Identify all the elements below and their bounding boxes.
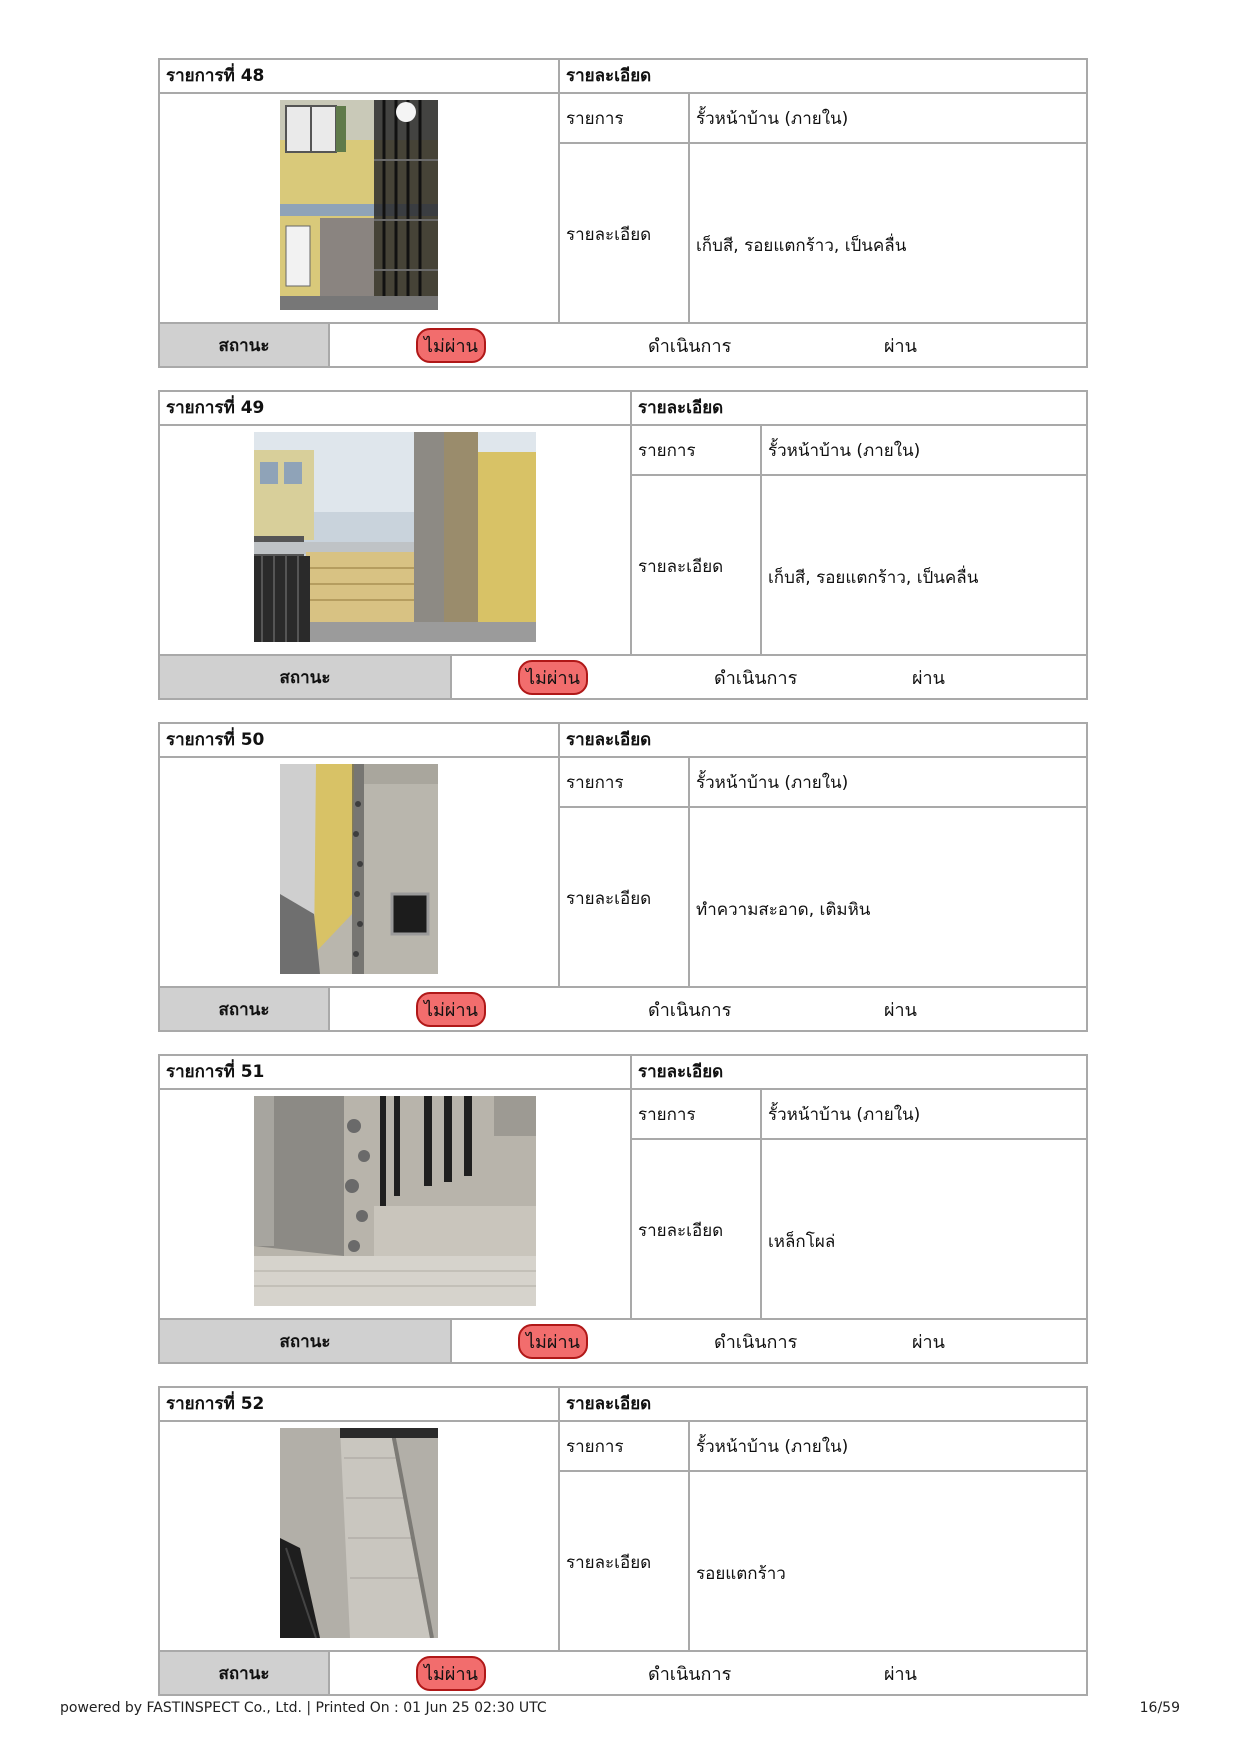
item-number-header: รายการที่ 51 [160,1056,632,1090]
item-label: รายการ [632,426,762,474]
item-row [560,94,1086,144]
detail-row [560,1472,1086,1652]
option-fail[interactable] [416,1652,486,1694]
status-label: สถานะ [160,988,330,1030]
detail-label: รายละเอียด [560,144,690,324]
item-value: รั้วหน้าบ้าน (ภายใน) [696,1436,849,1457]
detail-row [560,808,1086,988]
inspection-card [158,1054,1088,1364]
concrete-path-photo[interactable] [280,1428,438,1638]
house-front-fence-photo[interactable] [280,100,438,310]
status-label: สถานะ [160,324,330,366]
item-label: รายการ [560,1422,690,1470]
status-row [160,654,1086,698]
fail-badge: ไม่ผ่าน [518,660,588,695]
photo-cell [160,1090,632,1320]
item-label: รายการ [632,1090,762,1138]
status-row [160,1650,1086,1694]
detail-value: เก็บสี, รอยแตกร้าว, เป็นคลื่น [696,236,907,256]
option-fail[interactable] [518,1320,588,1362]
detail-label: รายละเอียด [560,808,690,988]
status-label: สถานะ [160,1652,330,1694]
item-value: รั้วหน้าบ้าน (ภายใน) [696,772,849,793]
item-number-header: รายการที่ 48 [160,60,560,94]
inspection-card [158,722,1088,1032]
item-row [560,1422,1086,1472]
item-value: รั้วหน้าบ้าน (ภายใน) [696,108,849,129]
item-row [560,758,1086,808]
option-fail[interactable] [416,324,486,366]
detail-value: รอยแตกร้าว [696,1564,786,1584]
option-in-progress[interactable]: ดำเนินการ [714,1331,798,1353]
option-pass[interactable]: ผ่าน [912,667,945,689]
status-label: สถานะ [160,656,452,698]
item-number-header: รายการที่ 50 [160,724,560,758]
item-row [632,1090,1086,1140]
fail-badge: ไม่ผ่าน [518,1324,588,1359]
inspection-card [158,1386,1088,1696]
status-row [160,986,1086,1030]
detail-value: ทำความสะอาด, เติมหิน [696,900,871,920]
item-row [632,426,1086,476]
option-pass[interactable]: ผ่าน [884,1663,917,1685]
item-label: รายการ [560,94,690,142]
footer-credit: powered by FASTINSPECT Co., Ltd. | Printed On : 01 Jun 25 02:30 UTC [60,1700,547,1716]
status-row [160,322,1086,366]
option-pass[interactable]: ผ่าน [912,1331,945,1353]
item-number-header: รายการที่ 49 [160,392,632,426]
option-in-progress[interactable]: ดำเนินการ [648,999,732,1021]
street-wall-photo[interactable] [254,432,536,642]
details-header: รายละเอียด [632,392,1086,426]
detail-row [632,1140,1086,1320]
detail-label: รายละเอียด [560,1472,690,1652]
fail-badge: ไม่ผ่าน [416,328,486,363]
details-header: รายละเอียด [560,60,1086,94]
page-number: 16/59 [1139,1700,1180,1716]
gate-base-photo[interactable] [254,1096,536,1306]
detail-value: เหล็กโผล่ [768,1232,836,1252]
item-value: รั้วหน้าบ้าน (ภายใน) [768,440,921,461]
option-in-progress[interactable]: ดำเนินการ [648,1663,732,1685]
gravel-drain-photo[interactable] [280,764,438,974]
photo-cell [160,94,560,324]
detail-row [632,476,1086,656]
details-header: รายละเอียด [560,1388,1086,1422]
status-label: สถานะ [160,1320,452,1362]
fail-badge: ไม่ผ่าน [416,1656,486,1691]
option-in-progress[interactable]: ดำเนินการ [648,335,732,357]
details-header: รายละเอียด [632,1056,1086,1090]
option-pass[interactable]: ผ่าน [884,335,917,357]
photo-cell [160,426,632,656]
detail-row [560,144,1086,324]
item-label: รายการ [560,758,690,806]
option-fail[interactable] [518,656,588,698]
option-fail[interactable] [416,988,486,1030]
details-header: รายละเอียด [560,724,1086,758]
inspection-card [158,390,1088,700]
inspection-card [158,58,1088,368]
page-footer [60,1700,1180,1720]
photo-cell [160,758,560,988]
option-in-progress[interactable]: ดำเนินการ [714,667,798,689]
detail-value: เก็บสี, รอยแตกร้าว, เป็นคลื่น [768,568,979,588]
fail-badge: ไม่ผ่าน [416,992,486,1027]
item-value: รั้วหน้าบ้าน (ภายใน) [768,1104,921,1125]
status-row [160,1318,1086,1362]
photo-cell [160,1422,560,1652]
detail-label: รายละเอียด [632,476,762,656]
option-pass[interactable]: ผ่าน [884,999,917,1021]
detail-label: รายละเอียด [632,1140,762,1320]
item-number-header: รายการที่ 52 [160,1388,560,1422]
